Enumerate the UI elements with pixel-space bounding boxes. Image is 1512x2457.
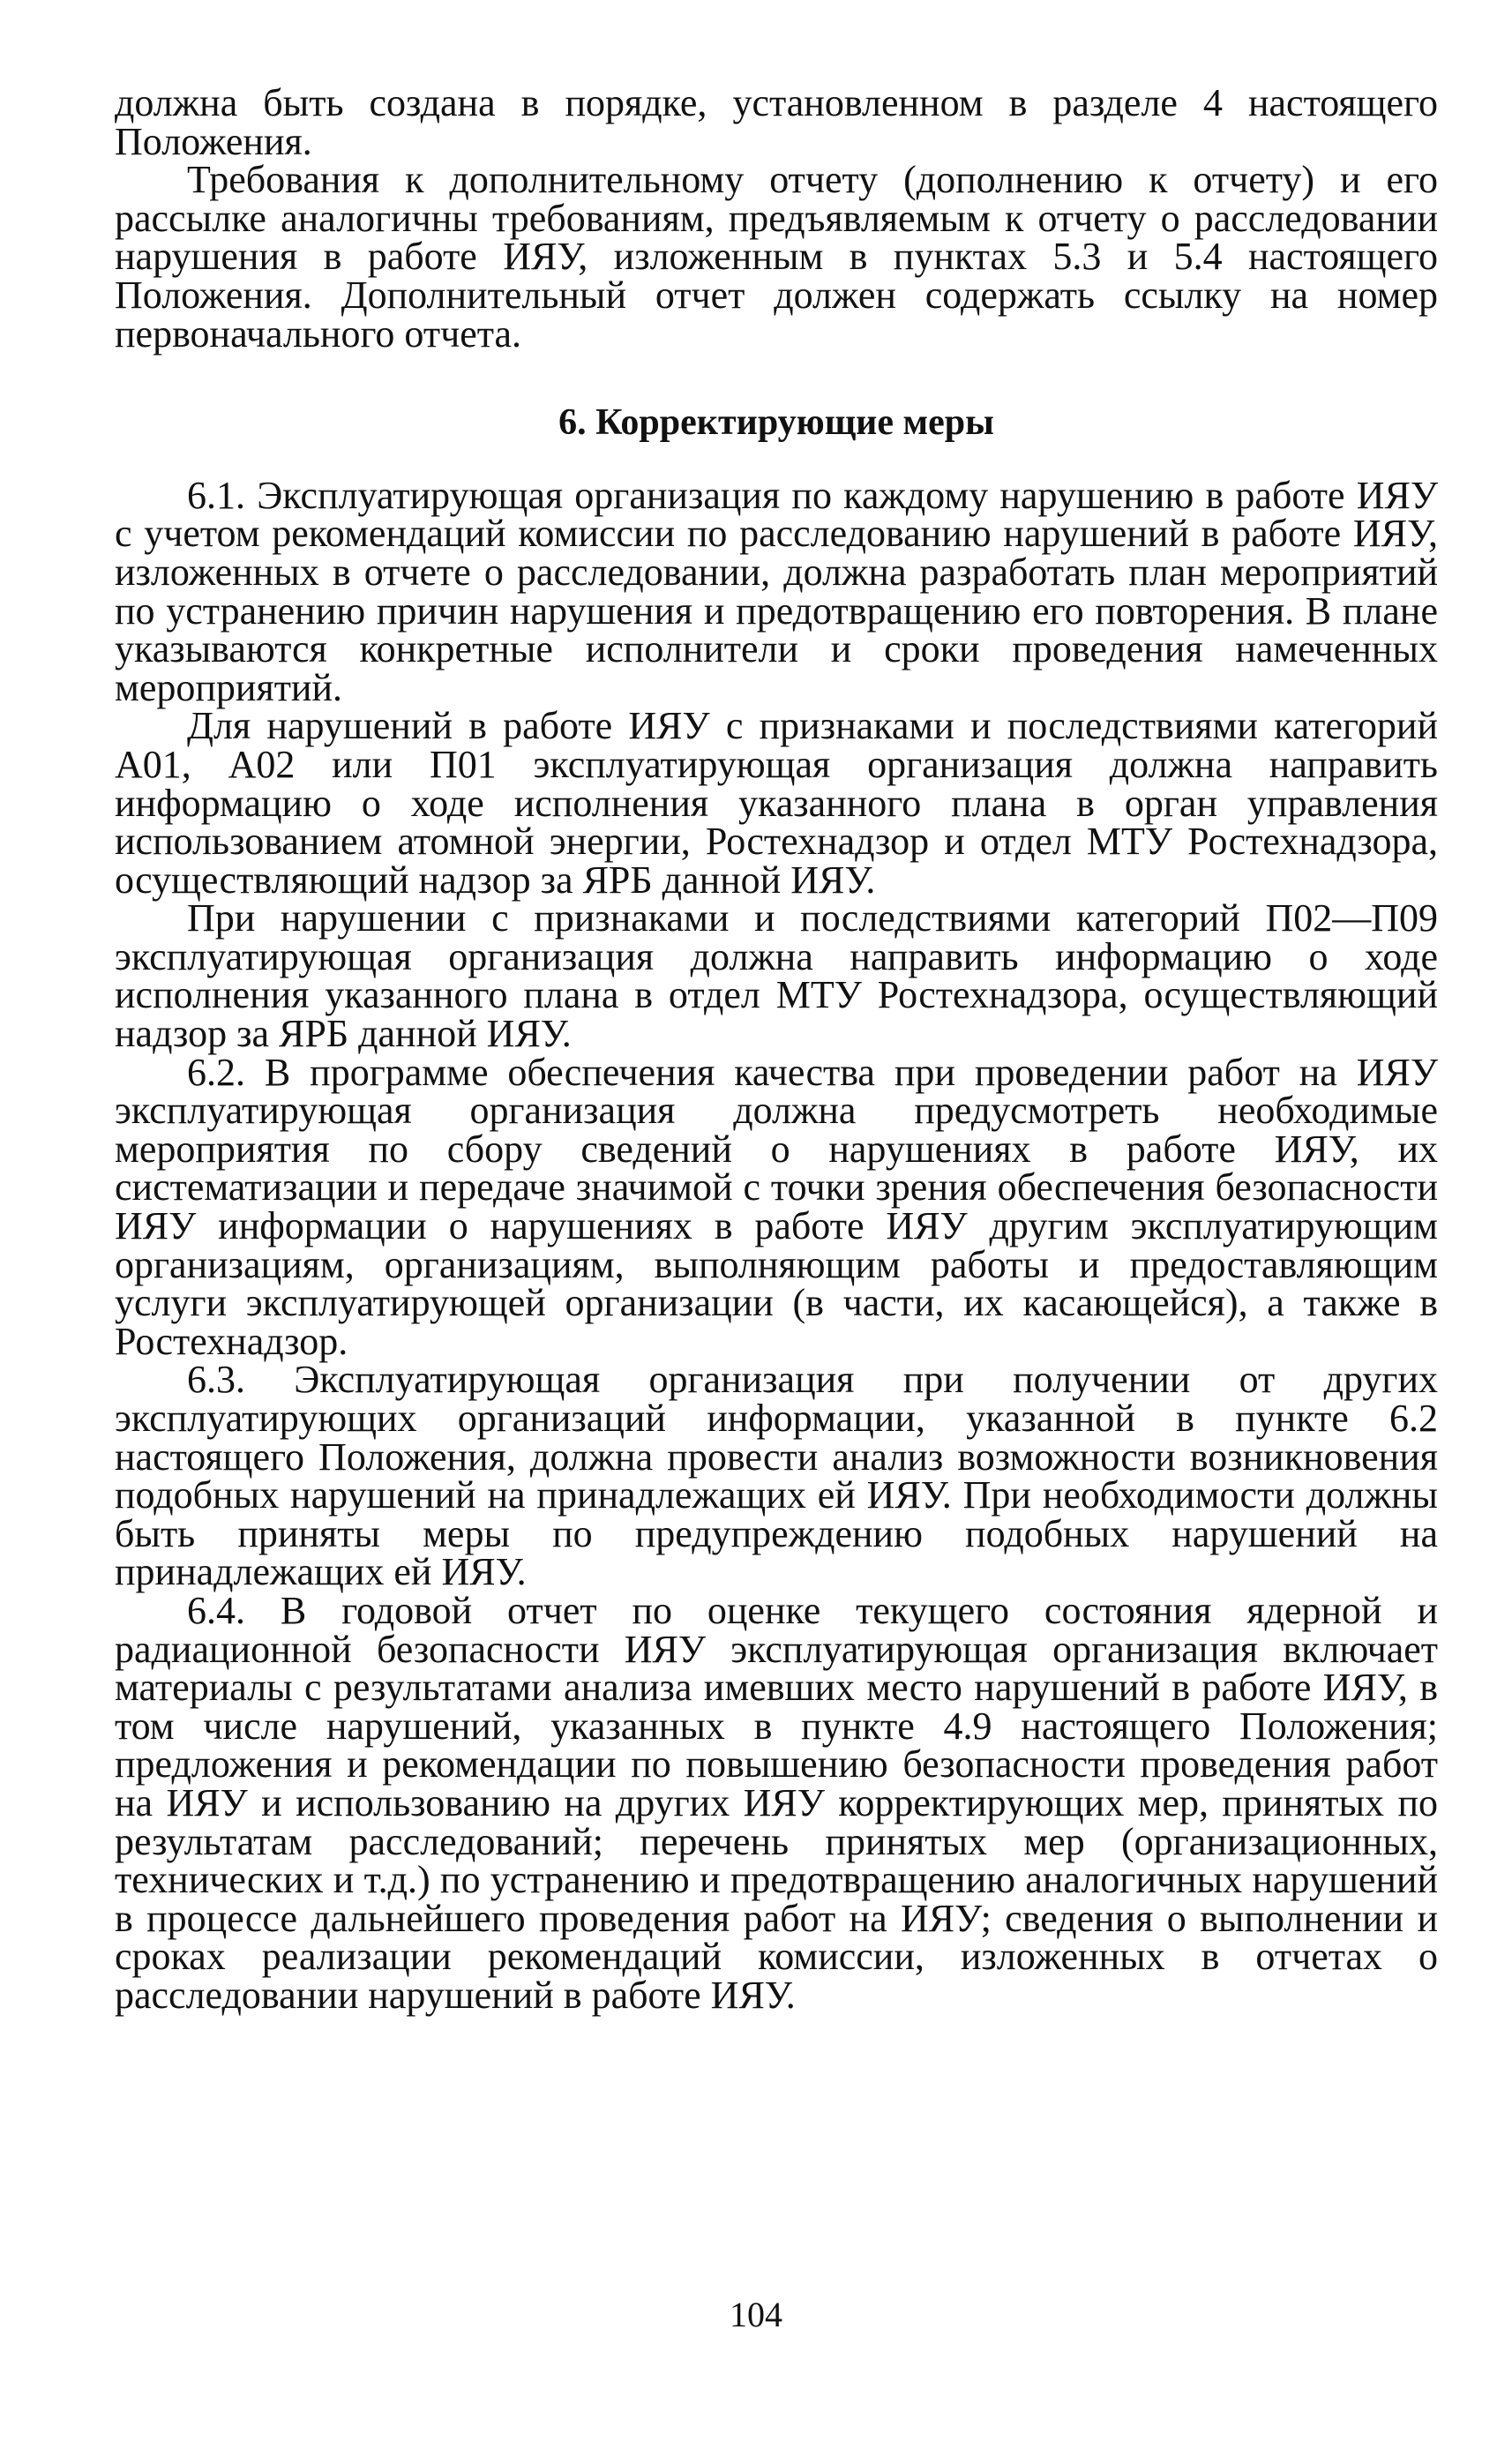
paragraph-continuation: должна быть создана в порядке, установленном в разделе 4 настоящего Положения. (115, 81, 1438, 163)
paragraph-6-3: 6.3. Эксплуатирующая организация при получении от других эксплуатирующих организаций информации, указанной в пункте 6.2 настоящего Положения, должна провести анализ возможности возникновения подобных нарушений на принадлежащих ей ИЯУ. При необходимости должны быть приняты меры по предупреждению подобных нарушений на принадлежащих ей ИЯУ. (115, 1358, 1438, 1594)
paragraph-6-2: 6.2. В программе обеспечения качества при проведении работ на ИЯУ эксплуатирующая организация должна предусмотреть необходимые мероприятия по сбору сведений о нарушениях в работе ИЯУ, их систематизации и передаче значимой с точки зрения обеспечения безопасности ИЯУ информации о нарушениях в работе ИЯУ другим эксплуатирующим организациям, организациям, выполняющим работы и предоставляющим услуги эксплуатирующей организации (в части, их касающейся), а также в Ростехнадзор. (115, 1050, 1438, 1363)
paragraph-6-4: 6.4. В годовой отчет по оценке текущего состояния ядерной и радиационной безопасности ИЯУ эксплуатирующая организация включает материалы с результатами анализа имевших место нарушений в работе ИЯУ, в том числе нарушений, указанных в пункте 4.9 настоящего Положения; предложения и рекомендации по повышению безопасности проведения работ на ИЯУ и использованию на других ИЯУ корректирующих мер, принятых по результатам расследований; перечень принятых мер (организационных, технических и т.д.) по устранению и предотвращению аналогичных нарушений в процессе дальнейшего проведения работ на ИЯУ; сведения о выполнении и сроках реализации рекомендаций комиссии, изложенных в отчетах о расследовании нарушений в работе ИЯУ. (115, 1588, 1438, 2017)
section-heading: 6. Корректирующие меры (558, 402, 994, 444)
paragraph-6-1-categories-a: Для нарушений в работе ИЯУ с признаками и последствиями категорий А01, А02 или П01 эксплуатирующая организация должна направить информацию о ходе исполнения указанного плана в орган управления использованием атомной энергии, Ростехнадзор и отдел МТУ Ростехнадзора, осуществляющий надзор за ЯРБ данной ИЯУ. (115, 704, 1438, 902)
paragraph-additional-report: Требования к дополнительному отчету (дополнению к отчету) и его рассылке аналогичны требованиям, предъявляемым к отчету о расследовании нарушения в работе ИЯУ, изложенным в пунктах 5.3 и 5.4 настоящего Положения. Дополнительный отчет должен содержать ссылку на номер первоначального отчета. (115, 158, 1438, 356)
paragraph-6-1-categories-p: При нарушении с признаками и последствиями категорий П02—П09 эксплуатирующая организация должна направить информацию о ходе исполнения указанного плана в отдел МТУ Ростехнадзора, осуществляющий надзор за ЯРБ данной ИЯУ. (115, 896, 1438, 1056)
paragraph-6-1: 6.1. Эксплуатирующая организация по каждому нарушению в работе ИЯУ с учетом рекомендаций комиссии по расследованию нарушений в работе ИЯУ, изложенных в отчете о расследовании, должна разработать план мероприятий по устранению причин нарушения и предотвращению его повторения. В плане указываются конкретные исполнители и сроки проведения намеченных мероприятий. (115, 473, 1438, 709)
page-number: 104 (730, 2295, 782, 2334)
document-body (115, 81, 1438, 2017)
